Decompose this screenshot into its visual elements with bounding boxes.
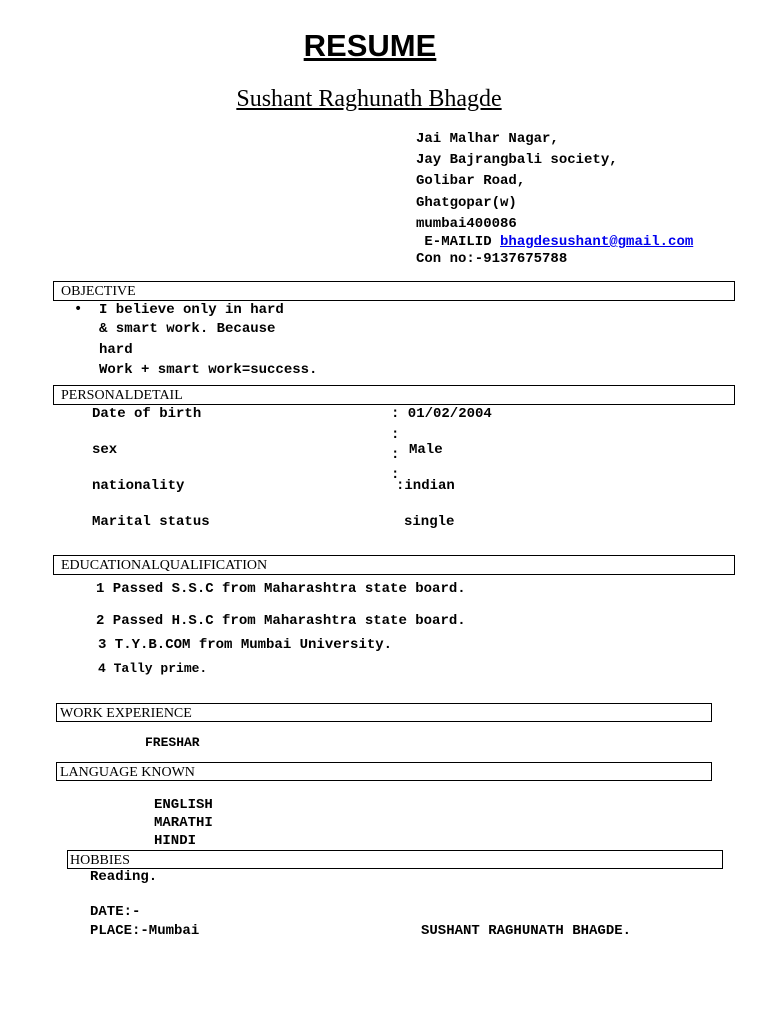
hobbies-heading-box — [67, 850, 723, 869]
contact-number: Con no:-9137675788 — [416, 251, 568, 267]
objective-line-1: I believe only in hard — [99, 302, 284, 318]
languages-heading: LANGUAGE KNOWN — [60, 765, 195, 780]
language-item: MARATHI — [154, 815, 213, 831]
objective-line-3: hard — [99, 342, 133, 358]
colon-mark: : — [391, 427, 400, 443]
place-label: PLACE:-Mumbai — [90, 923, 200, 939]
bullet-icon: • — [74, 301, 83, 317]
dob-value: : 01/02/2004 — [391, 406, 492, 422]
marital-value: single — [404, 514, 455, 530]
signature-name: SUSHANT RAGHUNATH BHAGDE. — [421, 923, 632, 939]
education-item-1: 1 Passed S.S.C from Maharashtra state board. — [96, 581, 466, 597]
education-item-2: 2 Passed H.S.C from Maharashtra state board. — [96, 613, 466, 629]
hobbies-value: Reading. — [90, 869, 158, 885]
language-item: HINDI — [154, 833, 197, 849]
marital-label: Marital status — [92, 514, 210, 530]
education-item-3: 3 T.Y.B.COM from Mumbai University. — [98, 637, 393, 653]
address-line-5: mumbai400086 — [416, 216, 517, 232]
hobbies-heading: HOBBIES — [70, 853, 130, 868]
personal-heading: PERSONALDETAIL — [61, 388, 183, 403]
objective-line-4: Work + smart work=success. — [99, 362, 318, 378]
personal-heading-box — [53, 385, 735, 405]
dob-label: Date of birth — [92, 406, 202, 422]
date-label: DATE:- — [90, 904, 141, 920]
colon-mark: : — [391, 447, 400, 463]
address-line-3: Golibar Road, — [416, 173, 526, 189]
address-line-2: Jay Bajrangbali society, — [416, 152, 618, 168]
resume-title: RESUME — [303, 28, 437, 63]
email-link[interactable]: bhagdesushant@gmail.com — [500, 234, 694, 250]
email-label: E-MAILID — [416, 234, 501, 250]
objective-heading: OBJECTIVE — [61, 284, 136, 299]
address-line-1: Jai Malhar Nagar, — [416, 131, 559, 147]
nationality-label: nationality — [92, 478, 185, 494]
objective-heading-box — [53, 281, 735, 301]
nationality-value: :indian — [396, 478, 455, 494]
objective-line-2: & smart work. Because — [99, 321, 276, 337]
address-line-4: Ghatgopar(w) — [416, 195, 517, 211]
colon-mark: : — [391, 467, 400, 483]
candidate-name: Sushant Raghunath Bhagde — [236, 86, 502, 112]
sex-value: Male — [409, 442, 443, 458]
work-value: FRESHAR — [145, 735, 200, 750]
sex-label: sex — [92, 442, 118, 458]
language-item: ENGLISH — [154, 797, 213, 813]
work-heading: WORK EXPERIENCE — [60, 706, 192, 721]
work-heading-box — [56, 703, 712, 722]
education-heading-box — [53, 555, 735, 575]
email-row — [416, 233, 693, 251]
education-item-4: 4 Tally prime. — [98, 661, 208, 676]
languages-heading-box — [56, 762, 712, 781]
education-heading: EDUCATIONALQUALIFICATION — [61, 558, 268, 573]
